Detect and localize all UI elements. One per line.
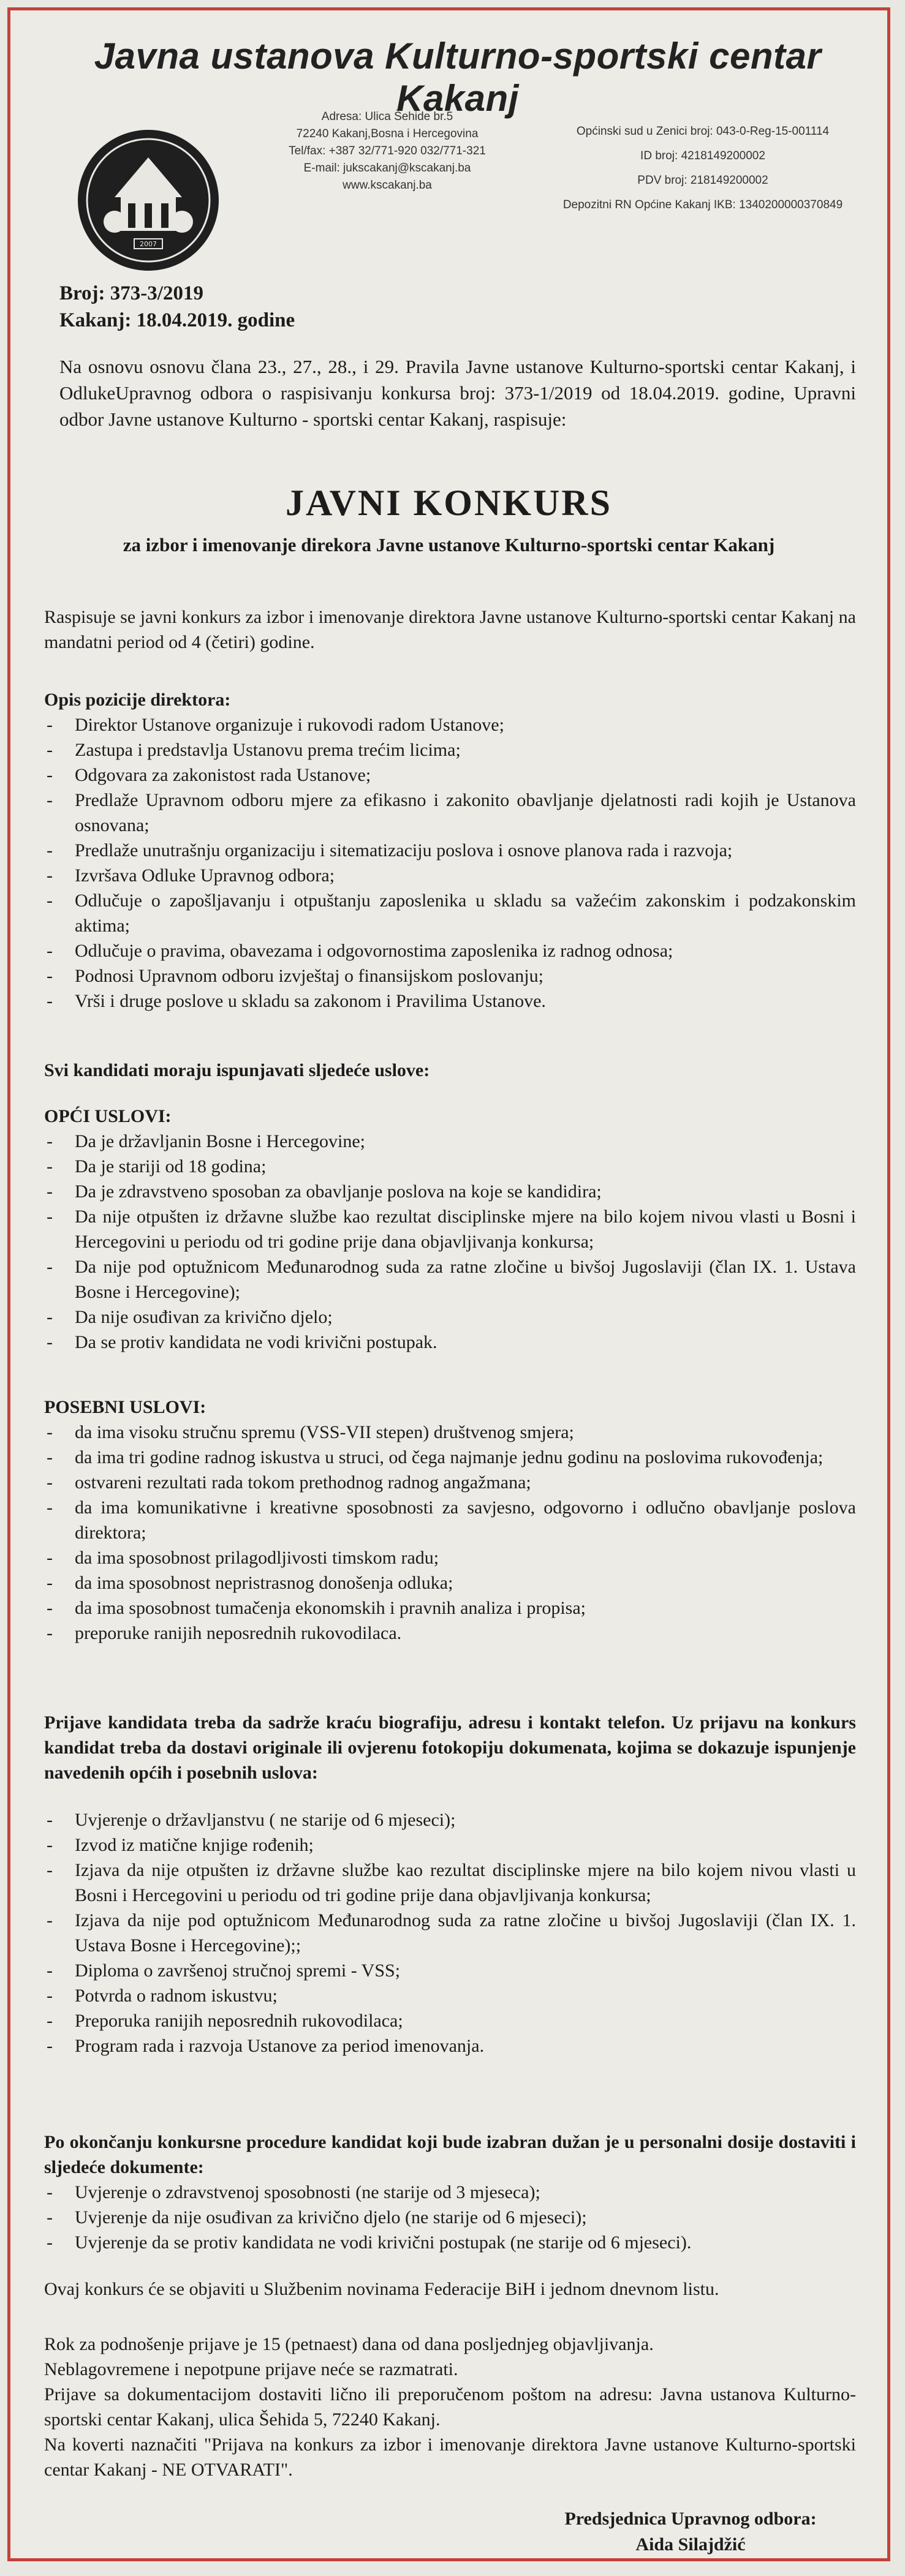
selected-candidate-intro: Po okončanju konkursne procedure kandidat koji bude izabran dužan je u personalni dosije dostaviti i sljedeće dokumente:	[44, 2132, 856, 2177]
announcement-block	[44, 604, 856, 655]
organization-logo	[78, 130, 219, 271]
list-item: - Da nije otpušten iz državne službe kao rezultat disciplinske mjere na bilo kojem nivou vlasti u Bosni i Hercegovini u periodu od tri godine prije dana objavljivanja konkursa;	[44, 1204, 856, 1254]
list-item: - Izjava da nije pod optužnicom Međunarodnog suda za ratne zločine u bivšoj Jugoslaviji (član IX. 1. Ustava Bosne i Hercegovine);;	[44, 1908, 856, 1958]
list-item: - Da nije pod optužnicom Međunarodnog suda za ratne zločine u bivšoj Jugoslaviji (član IX. 1. Ustava Bosne i Hercegovine);	[44, 1254, 856, 1305]
address-line: Adresa: Ulica Šehide br.5	[321, 110, 453, 123]
list-item: - Potvrda o radnom iskustvu;	[44, 1983, 856, 2008]
document-reference	[59, 280, 295, 334]
list-item: - Diploma o završenoj stručnoj spremi - VSS;	[44, 1958, 856, 1983]
list-item: - Odlučuje o zapošljavanju i otpuštanju zaposlenika u skladu sa važećim zakonskim i podzakonskim aktima;	[44, 888, 856, 938]
list-item: - preporuke ranijih neposrednih rukovodilaca.	[44, 1621, 856, 1646]
organization-title: Javna ustanova Kulturno-sportski centar Kakanj	[94, 36, 822, 119]
selected-candidate-section	[44, 2130, 856, 2255]
document-subtitle: za izbor i imenovanje direkora Javne ustanove Kulturno-sportski centar Kakanj	[123, 534, 775, 555]
signature-block	[513, 2506, 868, 2558]
closing-block	[44, 2332, 856, 2482]
list-item: - Da nije osuđivan za krivično djelo;	[44, 1305, 856, 1330]
application-intro: Prijave kandidata treba da sadrže kraću biografiju, adresu i kontakt telefon. Uz prijavu na konkurs kandidat treba da dostavi originale ili ovjerenu fotokopiju dokumenata, kojima se dokazuje ispunjenje navedenih općih i posebnih uslova:	[44, 1712, 856, 1783]
email-line: E-mail: jukscakanj@kscakanj.ba	[303, 162, 471, 175]
document-title: JAVNI KONKURS	[286, 483, 612, 523]
list-item: - Izvršava Odluke Upravnog odbora;	[44, 863, 856, 888]
list-item: - Uvjerenje o zdravstvenoj sposobnosti (ne starije od 3 mjeseca);	[44, 2180, 856, 2205]
legal-basis-paragraph: Na osnovu osnovu člana 23., 27., 28., i 29. Pravila Javne ustanove Kulturno-sportski centar Kakanj, i OdlukeUpravnog odbora o raspisivanju konkursa broj: 373-1/2019 od 18.04.2019. godine, Upravni odbor Javne ustanove Kulturno - sportski centar Kakanj, raspisuje:	[59, 356, 856, 430]
list-item: - da ima sposobnost nepristrasnog donošenja odluka;	[44, 1570, 856, 1595]
list-item: - da ima sposobnost tumačenja ekonomskih i pravnih analiza i propisa;	[44, 1595, 856, 1621]
list-item: - Da je državljanin Bosne i Hercegovine;	[44, 1129, 856, 1154]
list-item: - Predlaže unutrašnju organizaciju i sitematizaciju poslova i osnove planova rada i razvoja;	[44, 838, 856, 863]
list-item: - Preporuka ranijih neposrednih rukovodilaca;	[44, 2008, 856, 2033]
list-item: - Odgovara za zakonistost rada Ustanove;	[44, 763, 856, 788]
position-section	[44, 687, 856, 1014]
list-item: - Izvod iz matične knjige rođenih;	[44, 1832, 856, 1858]
logo-year: 2007	[140, 240, 157, 248]
list-item: - Uvjerenje da nije osuđivan za krivično djelo (ne starije od 6 mjeseci);	[44, 2205, 856, 2230]
registration-details	[543, 119, 862, 217]
special-conditions-list	[44, 1420, 856, 1646]
delivery-paragraph: Prijave sa dokumentacijom dostaviti lično ili preporučenom poštom na adresu: Javna ustanova Kulturno-sportski centar Kakanj, ulica Šehida 5, 72240 Kakanj.	[44, 2384, 856, 2430]
position-heading: Opis pozicije direktora:	[44, 690, 231, 710]
selected-candidate-list	[44, 2180, 856, 2255]
application-section	[44, 1710, 856, 2058]
list-item: - Da je zdravstveno sposoban za obavljanje poslova na koje se kandidira;	[44, 1179, 856, 1204]
reference-number: Broj: 373-3/2019	[59, 282, 203, 304]
court-registration: Općinski sud u Zenici broj: 043-0-Reg-15-001114	[576, 125, 830, 138]
general-conditions-list	[44, 1129, 856, 1355]
phone-line: Tel/fax: +387 32/771-920 032/771-321	[289, 145, 486, 157]
envelope-paragraph: Na koverti naznačiti "Prijava na konkurs za izbor i imenovanje direktora Javne ustanove Kulturno-sportski centar Kakanj - NE OTVARATI".	[44, 2435, 856, 2480]
list-item: - Da je stariji od 18 godina;	[44, 1154, 856, 1179]
special-conditions-heading: POSEBNI USLOVI:	[44, 1397, 206, 1417]
all-candidates-heading: Svi kandidati moraju ispunjavati sljedeće uslove:	[44, 1060, 430, 1080]
list-item: - da ima komunikativne i kreativne sposobnosti za savjesno, odgovorno i odlučno obavljanje poslova direktora;	[44, 1495, 856, 1545]
deadline-line: Rok za podnošenje prijave je 15 (petnaest) dana od dana posljednjeg objavljivanja.	[44, 2334, 654, 2354]
list-item: - Uvjerenje o državljanstvu ( ne starije od 6 mjeseci);	[44, 1807, 856, 1832]
vat-number: PDV broj: 218149200002	[637, 174, 768, 187]
notice-sheet	[7, 7, 890, 2561]
website-line: www.kscakanj.ba	[343, 179, 432, 192]
list-item: - Da se protiv kandidata ne vodi krivični postupak.	[44, 1330, 856, 1355]
list-item: - Zastupa i predstavlja Ustanovu prema trećim licima;	[44, 737, 856, 763]
list-item: - Uvjerenje da se protiv kandidata ne vodi krivični postupak (ne starije od 6 mjeseci).	[44, 2230, 856, 2255]
signatory-name: Aida Silajdžić	[635, 2534, 746, 2555]
requirements-intro	[44, 1058, 856, 1083]
contact-details	[246, 108, 528, 194]
special-conditions-section	[44, 1395, 856, 1646]
list-item: - Predlaže Upravnom odboru mjere za efikasno i zakonito obavljanje djelatnosti radi kojih je Ustanova osnovana;	[44, 788, 856, 838]
list-item: - da ima visoku stručnu spremu (VSS-VII stepen) društvenog smjera;	[44, 1420, 856, 1445]
list-item: - Direktor Ustanove organizuje i rukovodi radom Ustanove;	[44, 712, 856, 737]
list-item: - Vrši i druge poslove u skladu sa zakonom i Pravilima Ustanove.	[44, 989, 856, 1014]
list-item: - da ima tri godine radnog iskustva u struci, od čega najmanje jednu godinu na poslovima rukovođenja;	[44, 1445, 856, 1470]
logo-emblem-icon	[78, 130, 219, 271]
incomplete-line: Neblagovremene i nepotpune prijave neće se razmatrati.	[44, 2359, 458, 2379]
bank-account: Depozitni RN Općine Kakanj IKB: 1340200000370849	[562, 198, 843, 211]
list-item: - Podnosi Upravnom odboru izvještaj o finansijskom poslovanju;	[44, 963, 856, 989]
general-conditions-section	[44, 1104, 856, 1355]
list-item: - ostvareni rezultati rada tokom prethodnog radnog angažmana;	[44, 1470, 856, 1495]
list-item: - Odlučuje o pravima, obavezama i odgovornostima zaposlenika iz radnog odnosa;	[44, 938, 856, 963]
position-list	[44, 712, 856, 1014]
publication-paragraph: Ovaj konkurs će se objaviti u Službenim novinama Federacije BiH i jednom dnevnom listu.	[44, 2279, 719, 2299]
list-item: - Program rada i razvoja Ustanove za period imenovanja.	[44, 2033, 856, 2058]
reference-date: Kakanj: 18.04.2019. godine	[59, 309, 295, 331]
id-number: ID broj: 4218149200002	[640, 149, 765, 162]
city-line: 72240 Kakanj,Bosna i Hercegovina	[296, 127, 479, 140]
list-item: - Izjava da nije otpušten iz državne službe kao rezultat disciplinske mjere na bilo kojem nivou vlasti u Bosni i Hercegovini u periodu od tri godine prije dana objavljivanja konkursa;	[44, 1858, 856, 1908]
list-item: - da ima sposobnost prilagodljivosti timskom radu;	[44, 1545, 856, 1570]
announcement-paragraph: Raspisuje se javni konkurs za izbor i imenovanje direktora Javne ustanove Kulturno-sportski centar Kakanj na mandatni period od 4 (četiri) godine.	[44, 607, 856, 652]
publication-block	[44, 2277, 856, 2302]
signatory-role: Predsjednica Upravnog odbora:	[564, 2509, 817, 2529]
general-conditions-heading: OPĆI USLOVI:	[44, 1106, 172, 1126]
application-documents-list	[44, 1807, 856, 2058]
